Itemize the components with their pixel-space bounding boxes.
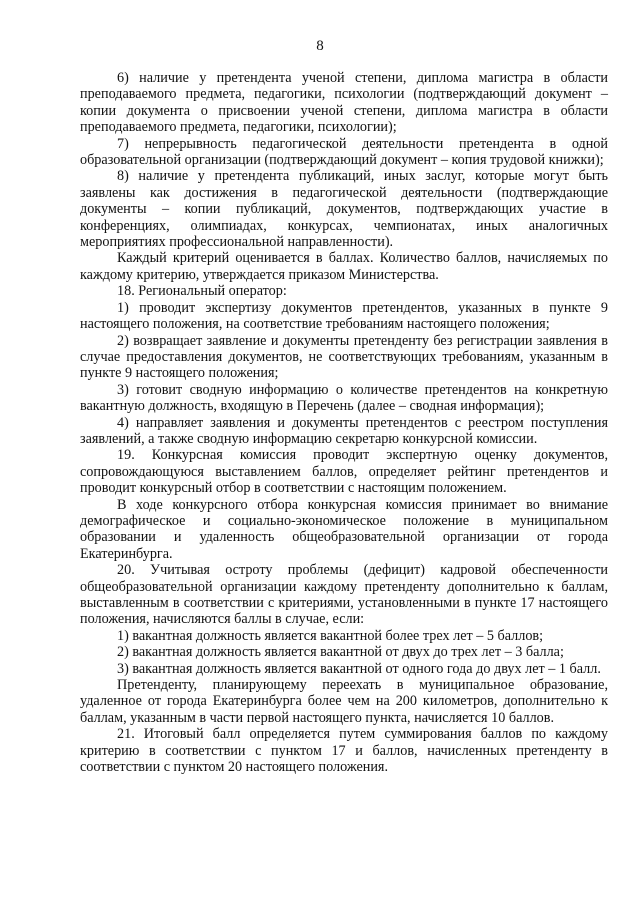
paragraph-bonus-item-1: 1) вакантная должность является вакантной более трех лет – 5 баллов; bbox=[117, 627, 544, 644]
paragraph-operator-item-2: 2) возвращает заявление и документы претенденту без регистрации заявления в случае предоставления документов, не соответствующих требованиям, указанным в пункте 9 настоящего положения; bbox=[80, 332, 608, 382]
paragraph-bonus-item-3: 3) вакантная должность является вакантной от одного года до двух лет – 1 балл. bbox=[117, 660, 601, 677]
paragraph-section-21: 21. Итоговый балл определяется путем суммирования баллов по каждому критерию в соответствии с пунктом 17 и баллов, начисленных претенденту в соответствии с пунктом 20 настоящего положения. bbox=[80, 726, 608, 776]
paragraph-operator-item-1: 1) проводит экспертизу документов претендентов, указанных в пункте 9 настоящего положения, на соответствие требованиям настоящего положения; bbox=[80, 299, 608, 333]
page-number: 8 bbox=[316, 38, 324, 54]
paragraph-scoring-note: Каждый критерий оценивается в баллах. Количество баллов, начисляемых по каждому критерию, утверждается приказом Министерства. bbox=[80, 250, 608, 283]
paragraph-relocation-bonus: Претенденту, планирующему переехать в муниципальное образование, удаленное от города Екатеринбурга более чем на 200 километров, дополнительно к баллам, указанным в части первой настоящего пункта, начисляется 10 баллов. bbox=[80, 677, 608, 726]
paragraph-section-18-heading: 18. Региональный оператор: bbox=[117, 283, 287, 300]
paragraph-criterion-7: 7) непрерывность педагогической деятельности претендента в одной образовательной организации (подтверждающий документ – копия трудовой книжки); bbox=[80, 135, 608, 169]
paragraph-section-20: 20. Учитывая остроту проблемы (дефицит) кадровой обеспеченности общеобразовательной организации каждому претенденту дополнительно к баллам, выставленным в соответствии с критериями, установленными в пункте 17 настоящего положения, начисляются баллы в случае, если: bbox=[80, 562, 608, 628]
document-body bbox=[80, 70, 608, 775]
paragraph-operator-item-4: 4) направляет заявления и документы претендентов с реестром поступления заявлений, а также сводную информацию секретарю конкурсной комиссии. bbox=[80, 414, 608, 447]
paragraph-criterion-8: 8) наличие у претендента публикаций, иных заслуг, которые могут быть заявлены как достижения в педагогической деятельности (подтверждающие документы – копии публикаций, документов, подтверждающих участие в конференциях, олимпиадах, конкурсах, чемпионатах, иных аналогичных мероприятиях профессиональной направленности). bbox=[80, 168, 608, 251]
paragraph-section-19: 19. Конкурсная комиссия проводит экспертную оценку документов, сопровождающуюся выставлением баллов, определяет рейтинг претендентов и проводит конкурсный отбор в соответствии с настоящим положением. bbox=[80, 447, 608, 497]
paragraph-bonus-item-2: 2) вакантная должность является вакантной от двух до трех лет – 3 балла; bbox=[117, 644, 564, 661]
paragraph-operator-item-3: 3) готовит сводную информацию о количестве претендентов на конкретную вакантную должность, входящую в Перечень (далее – сводная информация); bbox=[80, 381, 608, 415]
paragraph-criterion-6: 6) наличие у претендента ученой степени, диплома магистра в области преподаваемого предмета, педагогики, психологии (подтверждающий документ – копии документа о присвоении ученой степени, диплома магистра в области преподаваемого предмета, педагогики, психологии); bbox=[80, 70, 608, 136]
paragraph-selection-context: В ходе конкурсного отбора конкурсная комиссия принимает во внимание демографическое и социально-экономическое положение в муниципальном образовании и удаленность общеобразовательной организации от города Екатеринбурга. bbox=[80, 496, 608, 562]
